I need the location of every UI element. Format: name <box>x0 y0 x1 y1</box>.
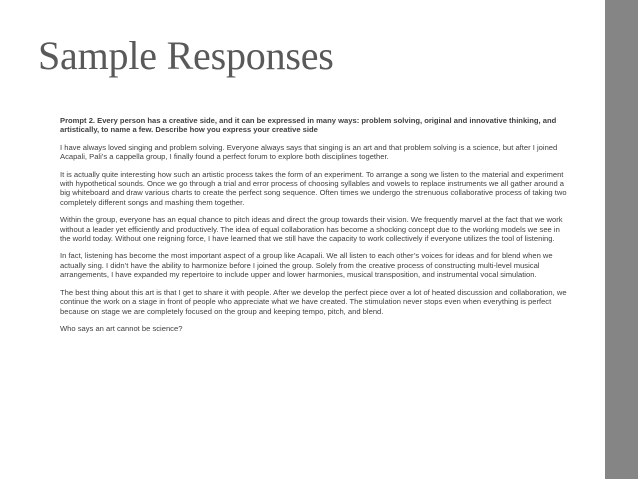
paragraph-5: The best thing about this art is that I get to share it with people. After we develop the perfect piece over a lot of heated discussion and collaboration, we continue the work on a stage in front of people who appreciate what we have created. The stimulation never stops even when everything is perfect because on stage we are completely focused on the group and keeping tempo, pitch, and blend. <box>60 287 567 316</box>
paragraph-2: It is actually quite interesting how such an artistic process takes the form of an experiment. To arrange a song we listen to the material and experiment with hypothetical sounds. Once we go through a trial and error process of choosing syllables and vowels to replace instruments we all gather around a big whiteboard and draw various charts to create the perfect song sequence. Often times we undergo the strenuous collaborative process of taking two completely different songs and mashing them together. <box>60 169 567 207</box>
paragraph-1: I have always loved singing and problem solving. Everyone always says that singing is an art and that problem solving is a science, but after I joined Acapali, Pali’s a cappella group, I finally found a perfect forum to explore both disciplines together. <box>60 142 558 162</box>
prompt-text: Prompt 2. Every person has a creative side, and it can be expressed in many ways: problem solving, original and innovative thinking, and artistically, to name a few. Describe how you express your creative side <box>60 116 557 135</box>
paragraph-3: Within the group, everyone has an equal chance to pitch ideas and direct the group towards their vision. We frequently marvel at the fact that we work without a leader yet efficiently and productively. The idea of equal collaboration has become a shocking concept due to the working models we see in the world today. Without one reigning force, I have learned that we still have the capacity to work collectively if everyone utilizes the tool of listening. <box>60 215 563 244</box>
slide-title: Sample Responses <box>38 33 334 78</box>
closing-question: Who says an art cannot be science? <box>60 323 183 333</box>
side-accent-band <box>605 0 638 479</box>
slide-body <box>60 116 570 341</box>
paragraph-4: In fact, listening has become the most important aspect of a group like Acapali. We all listen to each other’s voices for ideas and for blend when we actually sing. I didn’t have the ability to harmonize before I joined the group. Solely from the creative process of constructing multi-level musical arrangements, I have expanded my repertoire to include upper and lower harmonies, musical transposition, and instrumental vocal simulation. <box>60 251 553 280</box>
